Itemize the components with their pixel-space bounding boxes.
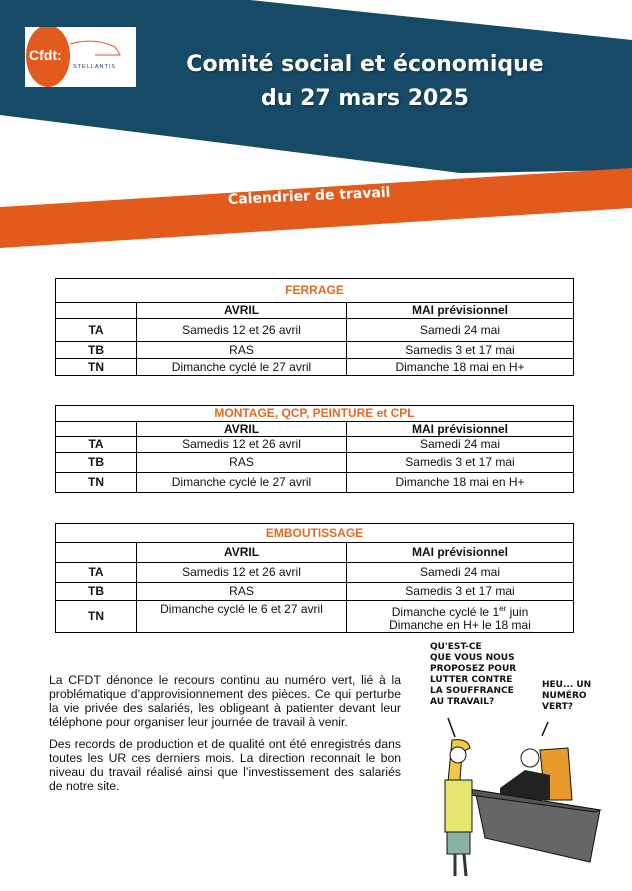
body-text [49, 673, 401, 801]
col-header-mai: MAI prévisionnel [347, 303, 574, 319]
mai-cell: Samedis 3 et 17 mai [347, 453, 574, 473]
cartoon-drawing [400, 640, 620, 880]
col-header-mai: MAI prévisionnel [347, 422, 574, 437]
col-header-avril: AVRIL [137, 422, 347, 437]
bubble-line: VERT? [542, 702, 573, 712]
bubble-line: LUTTER CONTRE [430, 675, 513, 685]
team-cell: TA [56, 437, 137, 453]
team-cell: TN [56, 473, 137, 493]
section-subtitle: Calendrier de travail [227, 184, 391, 208]
mai-line-2: Dimanche en H+ le 18 mai [389, 617, 531, 632]
mai-cell: Samedi 24 mai [347, 319, 574, 342]
mai-cell: Dimanche 18 mai en H+ [347, 359, 574, 376]
avril-cell: Samedis 12 et 26 avril [137, 319, 347, 342]
mai-cell: Samedis 3 et 17 mai [347, 342, 574, 359]
team-cell: TA [56, 563, 137, 583]
mai-line-1: Dimanche cyclé le 1 [391, 604, 500, 619]
table-row [56, 319, 574, 342]
mai-line-1-end: juin [506, 604, 529, 619]
col-header-avril: AVRIL [137, 543, 347, 563]
emboutissage-table [55, 523, 574, 633]
table-row [56, 359, 574, 376]
superscript: er [499, 603, 507, 613]
avril-cell: Samedis 12 et 26 avril [137, 563, 347, 583]
table-row [56, 453, 574, 473]
mai-cell: Samedi 24 mai [347, 437, 574, 453]
mai-cell: Dimanche 18 mai en H+ [347, 473, 574, 493]
cartoon-illustration [400, 640, 620, 880]
svg-text:Cfdt:: Cfdt: [29, 47, 62, 63]
bubble-line: QU'EST-CE [430, 642, 482, 652]
team-cell: TB [56, 342, 137, 359]
bubble-line: LA SOUFFRANCE [430, 686, 514, 696]
title-line-2: du 27 mars 2025 [261, 86, 469, 111]
avril-cell: RAS [137, 342, 347, 359]
avril-cell: Dimanche cyclé le 27 avril [137, 359, 347, 376]
table-row [56, 563, 574, 583]
cfdt-stellantis-logo [25, 27, 136, 87]
section-title: MONTAGE, QCP, PEINTURE et CPL [56, 406, 574, 422]
col-header-avril: AVRIL [137, 303, 347, 319]
section-title: EMBOUTISSAGE [56, 524, 574, 543]
table-row [56, 342, 574, 359]
avril-cell: RAS [137, 453, 347, 473]
table-row [56, 583, 574, 601]
bubble-line: QUE VOUS NOUS [430, 653, 515, 663]
page-title [150, 48, 580, 116]
team-cell: TN [56, 359, 137, 376]
bubble-line: AU TRAVAIL? [430, 697, 495, 707]
bubble-line: HEU... UN [542, 680, 592, 690]
bubble-line: NUMÉRO [542, 691, 587, 701]
table-row [56, 437, 574, 453]
bubble-line: PROPOSEZ POUR [430, 664, 517, 674]
paragraph-1: La CFDT dénonce le recours continu au numéro vert, lié à la problématique d’approvisionnement des pièces. Ce qui perturbe la vie privée des salariés, les obligeant à patienter devant leur téléphone pour organiser leur journée de travail à venir. [49, 673, 401, 729]
avril-cell: Samedis 12 et 26 avril [137, 437, 347, 453]
mai-cell [347, 601, 574, 633]
mai-cell: Samedi 24 mai [347, 563, 574, 583]
avril-cell: RAS [137, 583, 347, 601]
avril-cell: Dimanche cyclé le 27 avril [137, 473, 347, 493]
col-header-mai: MAI prévisionnel [347, 543, 574, 563]
avril-cell: Dimanche cyclé le 6 et 27 avril [137, 601, 347, 633]
table-row [56, 601, 574, 633]
ferrage-table [55, 278, 574, 376]
team-cell: TA [56, 319, 137, 342]
title-line-1: Comité social et économique [186, 52, 544, 77]
team-cell: TB [56, 453, 137, 473]
table-row [56, 473, 574, 493]
montage-table [55, 405, 574, 493]
paragraph-2: Des records de production et de qualité ont été enregistrés dans toutes les UR ces derniers mois. La direction reconnait le bon niveau du travail réalisé ainsi que l’investissement des salariés de notre site. [49, 737, 401, 793]
svg-text:STELLANTIS: STELLANTIS [73, 64, 117, 70]
mai-cell: Samedis 3 et 17 mai [347, 583, 574, 601]
section-title: FERRAGE [56, 279, 574, 303]
team-cell: TN [56, 601, 137, 633]
team-cell: TB [56, 583, 137, 601]
